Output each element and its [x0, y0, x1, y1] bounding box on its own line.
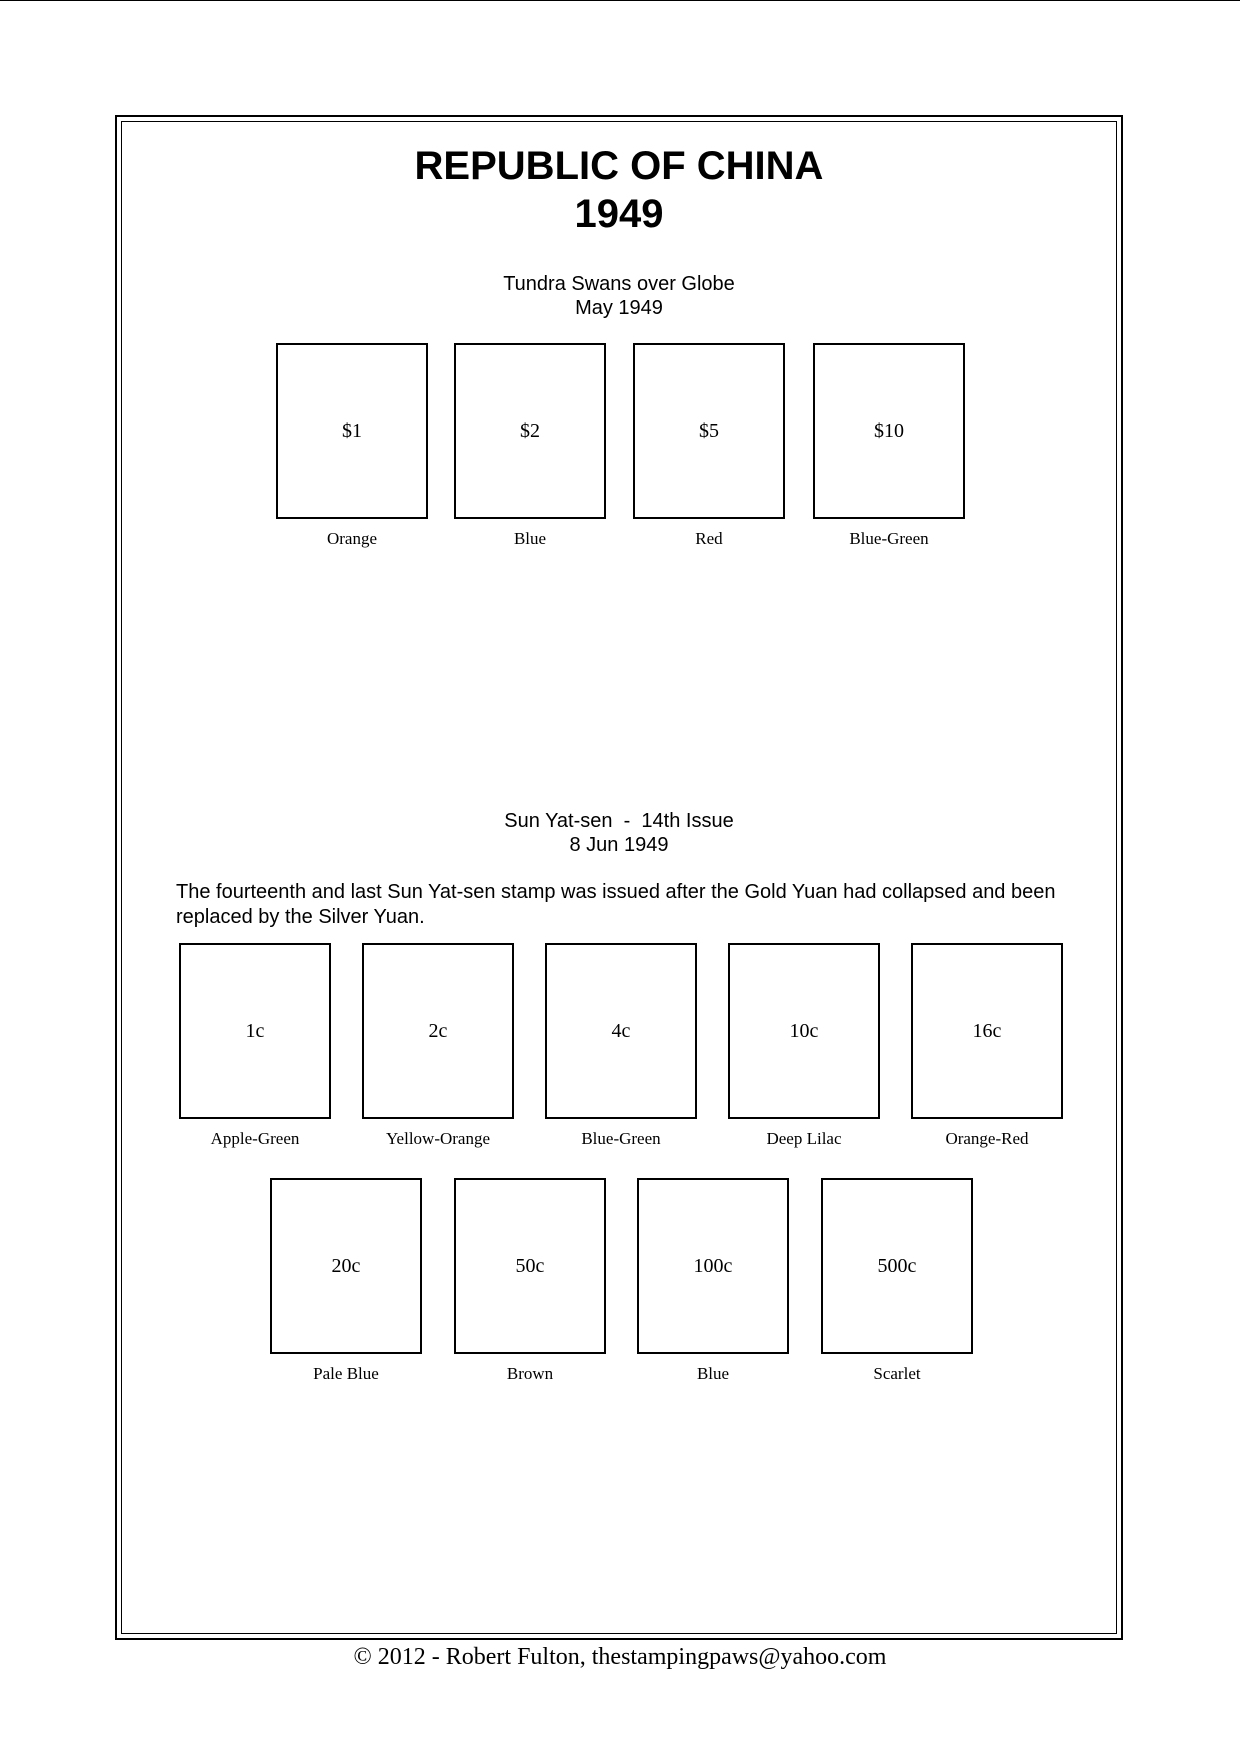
stamp-color: Red — [695, 529, 723, 548]
stamp-color: Blue-Green — [581, 1129, 661, 1148]
stamp-color: Blue — [696, 1364, 730, 1383]
stamp-value: $1 — [342, 420, 362, 442]
stamp-slot — [179, 943, 331, 1148]
stamp-color: Deep Lilac — [766, 1129, 842, 1148]
stamp-slot — [633, 343, 785, 548]
stamp-slot — [454, 1178, 606, 1383]
stamp-value: 10c — [789, 1020, 819, 1042]
stamp-slot — [821, 1178, 973, 1383]
issue-heading-sun-yat-sen — [121, 809, 1117, 857]
stamp-color: Orange — [326, 529, 378, 548]
stamp-slot — [362, 943, 514, 1148]
page-border-inner — [121, 121, 1117, 1634]
stamp-slot — [728, 943, 880, 1148]
stamp-slot — [813, 343, 965, 548]
stamp-value: 100c — [693, 1255, 733, 1277]
stamp-slot — [276, 343, 428, 548]
stamp-value: 4c — [611, 1020, 631, 1042]
stamp-value: 500c — [877, 1255, 917, 1277]
page-title-country: REPUBLIC OF CHINA — [414, 144, 824, 188]
copyright-footer: © 2012 - Robert Fulton, thestampingpaws@yahoo.com — [353, 1644, 887, 1670]
page-title-year: 1949 — [574, 192, 664, 236]
issue-name: Tundra Swans over Globe — [503, 273, 735, 295]
stamp-color: Brown — [506, 1364, 554, 1383]
stamp-color: Blue — [513, 529, 547, 548]
stamp-color: Blue-Green — [849, 529, 929, 548]
stamp-value: $2 — [520, 420, 540, 442]
stamp-slot — [637, 1178, 789, 1383]
stamp-value: 16c — [972, 1020, 1002, 1042]
issue-date: 8 Jun 1949 — [569, 834, 669, 856]
stamp-value: 2c — [428, 1020, 448, 1042]
stamp-value: $10 — [874, 420, 904, 442]
stamp-value: 20c — [331, 1255, 361, 1277]
issue-heading-swans — [121, 272, 1117, 320]
stamp-slot — [270, 1178, 422, 1383]
stamp-color: Apple-Green — [210, 1129, 300, 1148]
issue-name: Sun Yat-sen - 14th Issue — [504, 810, 734, 832]
stamp-color: Orange-Red — [945, 1129, 1029, 1148]
stamp-slot — [911, 943, 1063, 1148]
stamp-value: 1c — [245, 1020, 265, 1042]
issue-date: May 1949 — [575, 297, 663, 319]
top-rule — [0, 0, 1240, 1]
stamp-value: 50c — [515, 1255, 545, 1277]
issue-description: The fourteenth and last Sun Yat-sen stamp was issued after the Gold Yuan had collapsed and been replaced by the Silver Yuan. — [176, 881, 1056, 928]
stamp-slot — [545, 943, 697, 1148]
stamp-color: Scarlet — [873, 1364, 921, 1383]
stamp-value: $5 — [699, 420, 719, 442]
stamp-slot — [454, 343, 606, 548]
stamp-color: Yellow-Orange — [385, 1129, 491, 1148]
stamp-color: Pale Blue — [313, 1364, 379, 1383]
page-title — [121, 142, 1117, 238]
